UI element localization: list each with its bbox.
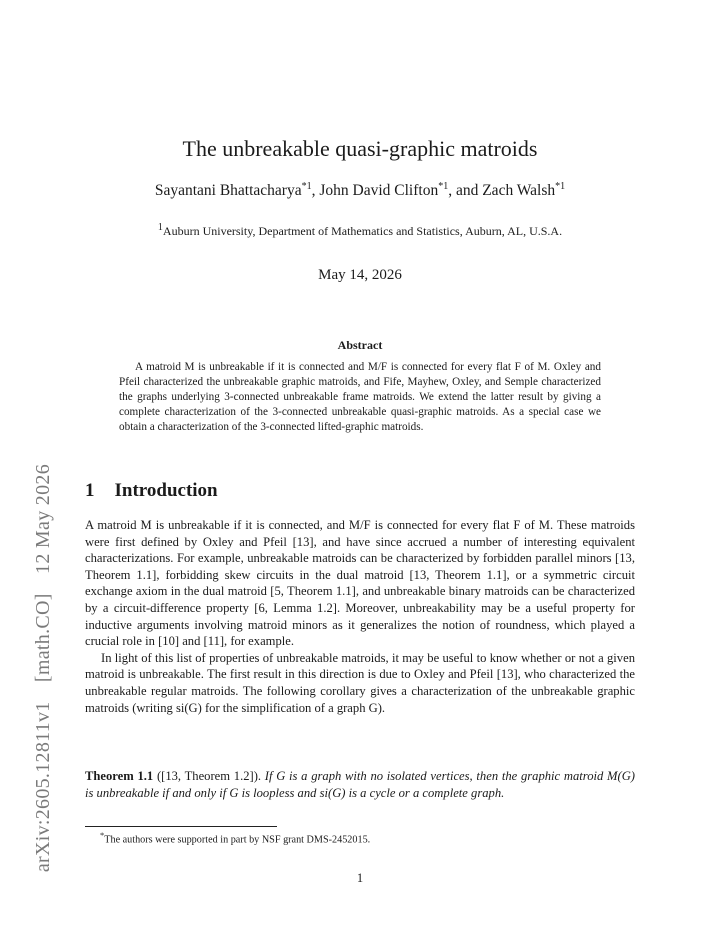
- arxiv-stamp: [12, 220, 54, 873]
- arxiv-stamp-text: [32, 450, 55, 872]
- footnote-mark: *: [100, 830, 105, 840]
- arxiv-id: arXiv:2605.12811v1: [32, 701, 54, 873]
- author-name: Zach Walsh: [482, 182, 556, 200]
- author-mark: *1: [438, 181, 449, 192]
- intro-body: [85, 517, 635, 716]
- page-number: 1: [356, 871, 364, 885]
- paragraph: A matroid M is unbreakable if it is connected, and M/F is connected for every flat F of M. These matroids were first defined by Oxley and Pfeil [13], and have since accrued a number of interesting equivalent characterizations. For example, unbreakable matroids can be characterized by forbidden parallel minors [13, Theorem 1.1], forbidding skew circuits in the dual matroid [13, Theorem 1.1], or a symmetric circuit exchange axiom in the dual matroid [5, Theorem 1.1], and unbreakable binary matroids can be characterized by a circuit-difference property [6, Lemma 1.2]. Moreover, unbreakability may be a useful property for inductive arguments involving matroid minors as it generalizes the notion of roundness, which played a crucial role in [10] and [11], for example.: [85, 518, 635, 649]
- paragraph: In light of this list of properties of unbreakable matroids, it may be useful to know whether or not a given matroid is unbreakable. The first result in this direction is due to Oxley and Pfeil [13], who characterized the unbreakable regular matroids. The following corollary gives a characterization of the unbreakable graphic matroids (writing si(G) for the simplification of a graph G).: [85, 650, 635, 715]
- theorem-cite: ([13, Theorem 1.2]).: [156, 769, 262, 783]
- section-number: 1: [85, 480, 95, 501]
- arxiv-category: [math.CO]: [32, 593, 54, 683]
- abstract-heading: Abstract: [337, 338, 383, 352]
- author-sep: , and: [448, 182, 483, 200]
- affiliation: [0, 222, 720, 239]
- paper-date: May 14, 2026: [318, 267, 402, 283]
- author-mark: *1: [555, 181, 566, 192]
- section-heading: [85, 480, 218, 502]
- footnote: [100, 830, 370, 845]
- theorem-block: [85, 768, 635, 801]
- author-mark: *1: [301, 181, 312, 192]
- abstract-text: A matroid M is unbreakable if it is connected and M/F is connected for every flat F of M. Oxley and Pfeil characterized the unbreakable graphic matroids, and Fife, Mayhew, Oxley, and Semple characterized the graphs underlying 3-connected unbreakable frame matroids. We extend the latter result by giving a complete characterization of the 3-connected unbreakable quasi-graphic matroids. As a special case we obtain a characterization of the 3-connected lifted-graphic matroids.: [119, 361, 601, 434]
- paper-title: The unbreakable quasi-graphic matroids: [182, 136, 538, 161]
- affiliation-text: Auburn University, Department of Mathematics and Statistics, Auburn, AL, U.S.A.: [162, 224, 563, 238]
- footnote-rule: [85, 826, 277, 827]
- section-title: Introduction: [114, 480, 218, 501]
- footnote-text: The authors were supported in part by NSF grant DMS-2452015.: [104, 834, 371, 846]
- author-list: [0, 181, 720, 200]
- author-name: John David Clifton: [319, 182, 439, 200]
- theorem-head: Theorem 1.1: [85, 769, 154, 783]
- arxiv-date: 12 May 2026: [32, 464, 54, 574]
- author-sep: ,: [311, 182, 320, 200]
- theorem-statement: If G is a graph with no isolated vertices, then the graphic matroid M(G) is unbreakable if and only if G is loopless and si(G) is a cycle or a complete graph.: [85, 769, 635, 800]
- affiliation-mark: 1: [157, 222, 163, 233]
- author-name: Sayantani Bhattacharya: [154, 182, 302, 200]
